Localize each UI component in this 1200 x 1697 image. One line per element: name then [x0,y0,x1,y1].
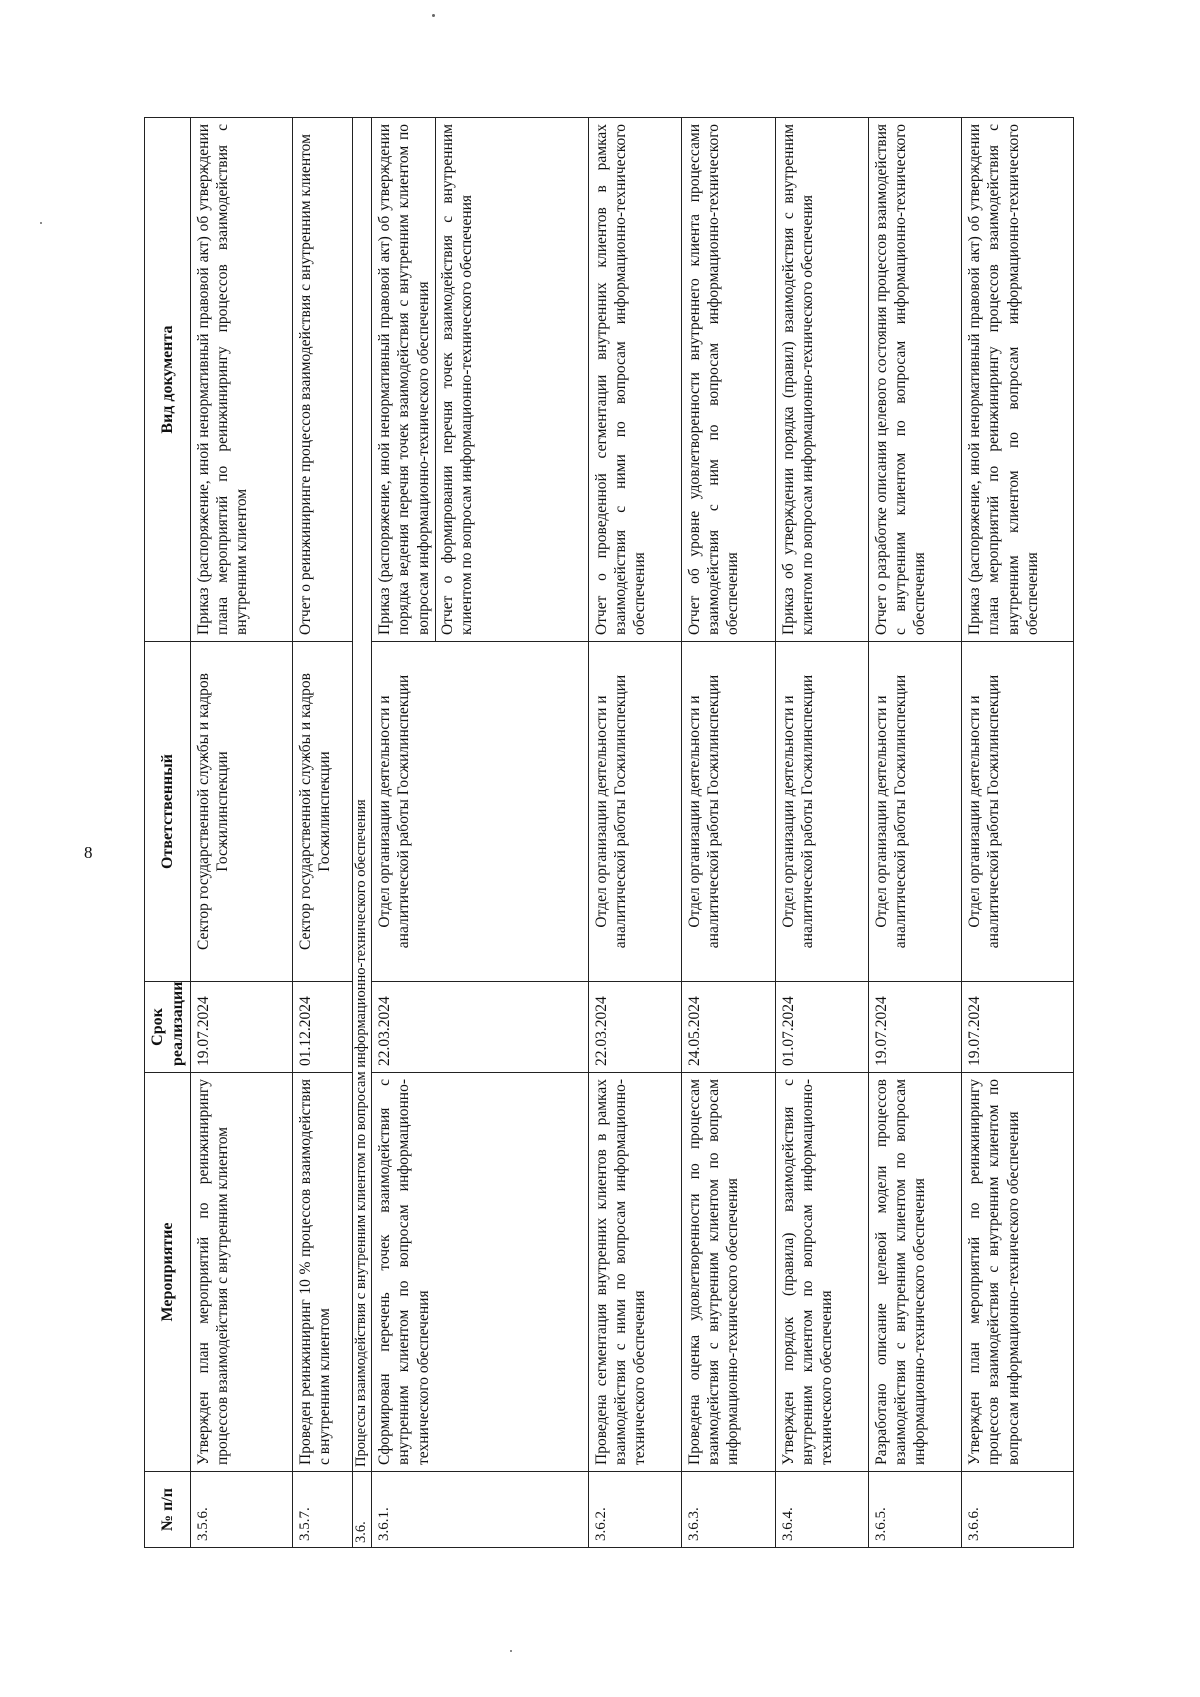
deadline-cell: 24.05.2024 [682,982,775,1073]
deadline-cell: 19.07.2024 [868,982,961,1073]
table-row [775,118,868,1548]
section-row [353,118,372,1548]
table-header-row [145,118,191,1548]
responsible-cell: Отдел организации деятельности и аналитической работы Госжилинспекции [868,642,961,982]
document-type-cell [292,118,352,642]
row-number: 3.6.3. [682,1472,775,1548]
table-row [868,118,961,1548]
scan-speck [510,1650,512,1652]
table-body [191,118,1074,1548]
document-type-cell [962,118,1074,642]
table-row [191,118,292,1548]
responsible-cell: Отдел организации деятельности и аналитической работы Госжилинспекции [682,642,775,982]
activity-cell: Разработано описание целевой модели процессов взаимодействия с внутренним клиентом по вопросам информационно-технического обеспечения [868,1073,961,1472]
document-type-entry: Отчет о разработке описания целевого состояния процессов взаимодействия с внутренним клиентом по вопросам информационно-технического обеспечения [872,124,929,635]
page-number: 8 [84,843,93,862]
header-document-type: Вид документа [145,118,191,642]
activity-cell: Проведена сегментация внутренних клиентов в рамках взаимодействия с ними по вопросам информационно-технического обеспечения [588,1073,681,1472]
table-row [292,118,352,1548]
document-type-entry: Приказ (распоряжение, иной ненормативный правовой акт) об утверждении порядка ведения перечня точек взаимодействия с внутренним клиентом по вопросам информационно-технического обеспечения [376,124,432,635]
table-row [962,118,1074,1548]
deadline-cell: 22.03.2024 [588,982,681,1073]
row-number: 3.6.4. [775,1472,868,1548]
rotated-page-content [144,118,1074,1548]
header-deadline: Срок реализации [145,982,191,1073]
header-activity: Мероприятие [145,1073,191,1472]
deadline-cell: 22.03.2024 [372,982,588,1073]
table-row [588,118,681,1548]
deadline-cell: 01.12.2024 [292,982,352,1073]
header-responsible: Ответственный [145,642,191,982]
activity-cell: Сформирован перечень точек взаимодействия с внутренним клиентом по вопросам информационно-технического обеспечения [372,1073,588,1472]
section-number: 3.6. [353,1472,372,1548]
row-number: 3.5.7. [292,1472,352,1548]
activity-cell: Утвержден план мероприятий по реинжинирингу процессов взаимодействия с внутренним клиентом по вопросам информационно-технического обеспечения [962,1073,1074,1472]
document-type-cell [588,118,681,642]
document-type-cell [191,118,292,642]
responsible-cell: Сектор государственной службы и кадров Госжилинспекции [191,642,292,982]
document-type-entry: Приказ (распоряжение, иной ненормативный правовой акт) об утверждении плана мероприятий по реинжинирингу процессов взаимодействия с внутренним клиентом по вопросам информационно-технического обеспечения [966,124,1041,635]
activity-cell: Утвержден план мероприятий по реинжинирингу процессов взаимодействия с внутренним клиентом [191,1073,292,1472]
responsible-cell: Отдел организации деятельности и аналитической работы Госжилинспекции [775,642,868,982]
activity-cell: Проведена оценка удовлетворенности по процессам взаимодействия с внутренним клиентом по вопросам информационно-технического обеспечения [682,1073,775,1472]
deadline-cell: 19.07.2024 [962,982,1074,1073]
row-number: 3.5.6. [191,1472,292,1548]
row-number: 3.6.1. [372,1472,588,1548]
header-num: № п/п [145,1472,191,1548]
activities-table [144,117,1074,1548]
responsible-cell: Отдел организации деятельности и аналитической работы Госжилинспекции [962,642,1074,982]
row-number: 3.6.6. [962,1472,1074,1548]
responsible-cell: Сектор государственной службы и кадров Госжилинспекции [292,642,352,982]
section-title: Процессы взаимодействия с внутренним клиентом по вопросам информационно-технического обеспечения [353,118,372,1472]
document-type-entry: Отчет о формировании перечня точек взаимодействия с внутренним клиентом по вопросам информационно-технического обеспечения [435,118,479,641]
document-type-entry: Отчет о проведенной сегментации внутренних клиентов в рамках взаимодействия с ними по вопросам информационно-технического обеспечения [592,124,648,635]
responsible-cell: Отдел организации деятельности и аналитической работы Госжилинспекции [372,642,588,982]
row-number: 3.6.2. [588,1472,681,1548]
deadline-cell: 01.07.2024 [775,982,868,1073]
document-type-entry: Отчет о реинжиниринге процессов взаимодействия с внутренним клиентом [296,134,314,635]
scan-speck [432,14,435,17]
responsible-cell: Отдел организации деятельности и аналитической работы Госжилинспекции [588,642,681,982]
document-type-cell [372,118,588,642]
table-row [372,118,588,1548]
document-type-cell [775,118,868,642]
activity-cell: Утвержден порядок (правила) взаимодействия с внутренним клиентом по вопросам информационно-технического обеспечения [775,1073,868,1472]
document-type-cell [868,118,961,642]
activity-cell: Проведен реинжиниринг 10 % процессов взаимодействия с внутренним клиентом [292,1073,352,1472]
document-type-entry: Отчет об уровне удовлетворенности внутреннего клиента процессами взаимодействия с ним по вопросам информационно-технического обеспечения [686,124,742,635]
table-row [682,118,775,1548]
row-number: 3.6.5. [868,1472,961,1548]
document-type-entry: Приказ (распоряжение, иной ненормативный правовой акт) об утверждении плана мероприятий по реинжинирингу процессов взаимодействия с внутренним клиентом [195,124,251,635]
scan-speck [40,222,42,224]
deadline-cell: 19.07.2024 [191,982,292,1073]
document-type-cell [682,118,775,642]
document-type-entry: Приказ об утверждении порядка (правил) взаимодействия с внутренним клиентом по вопросам информационно-технического обеспечения [779,124,816,635]
